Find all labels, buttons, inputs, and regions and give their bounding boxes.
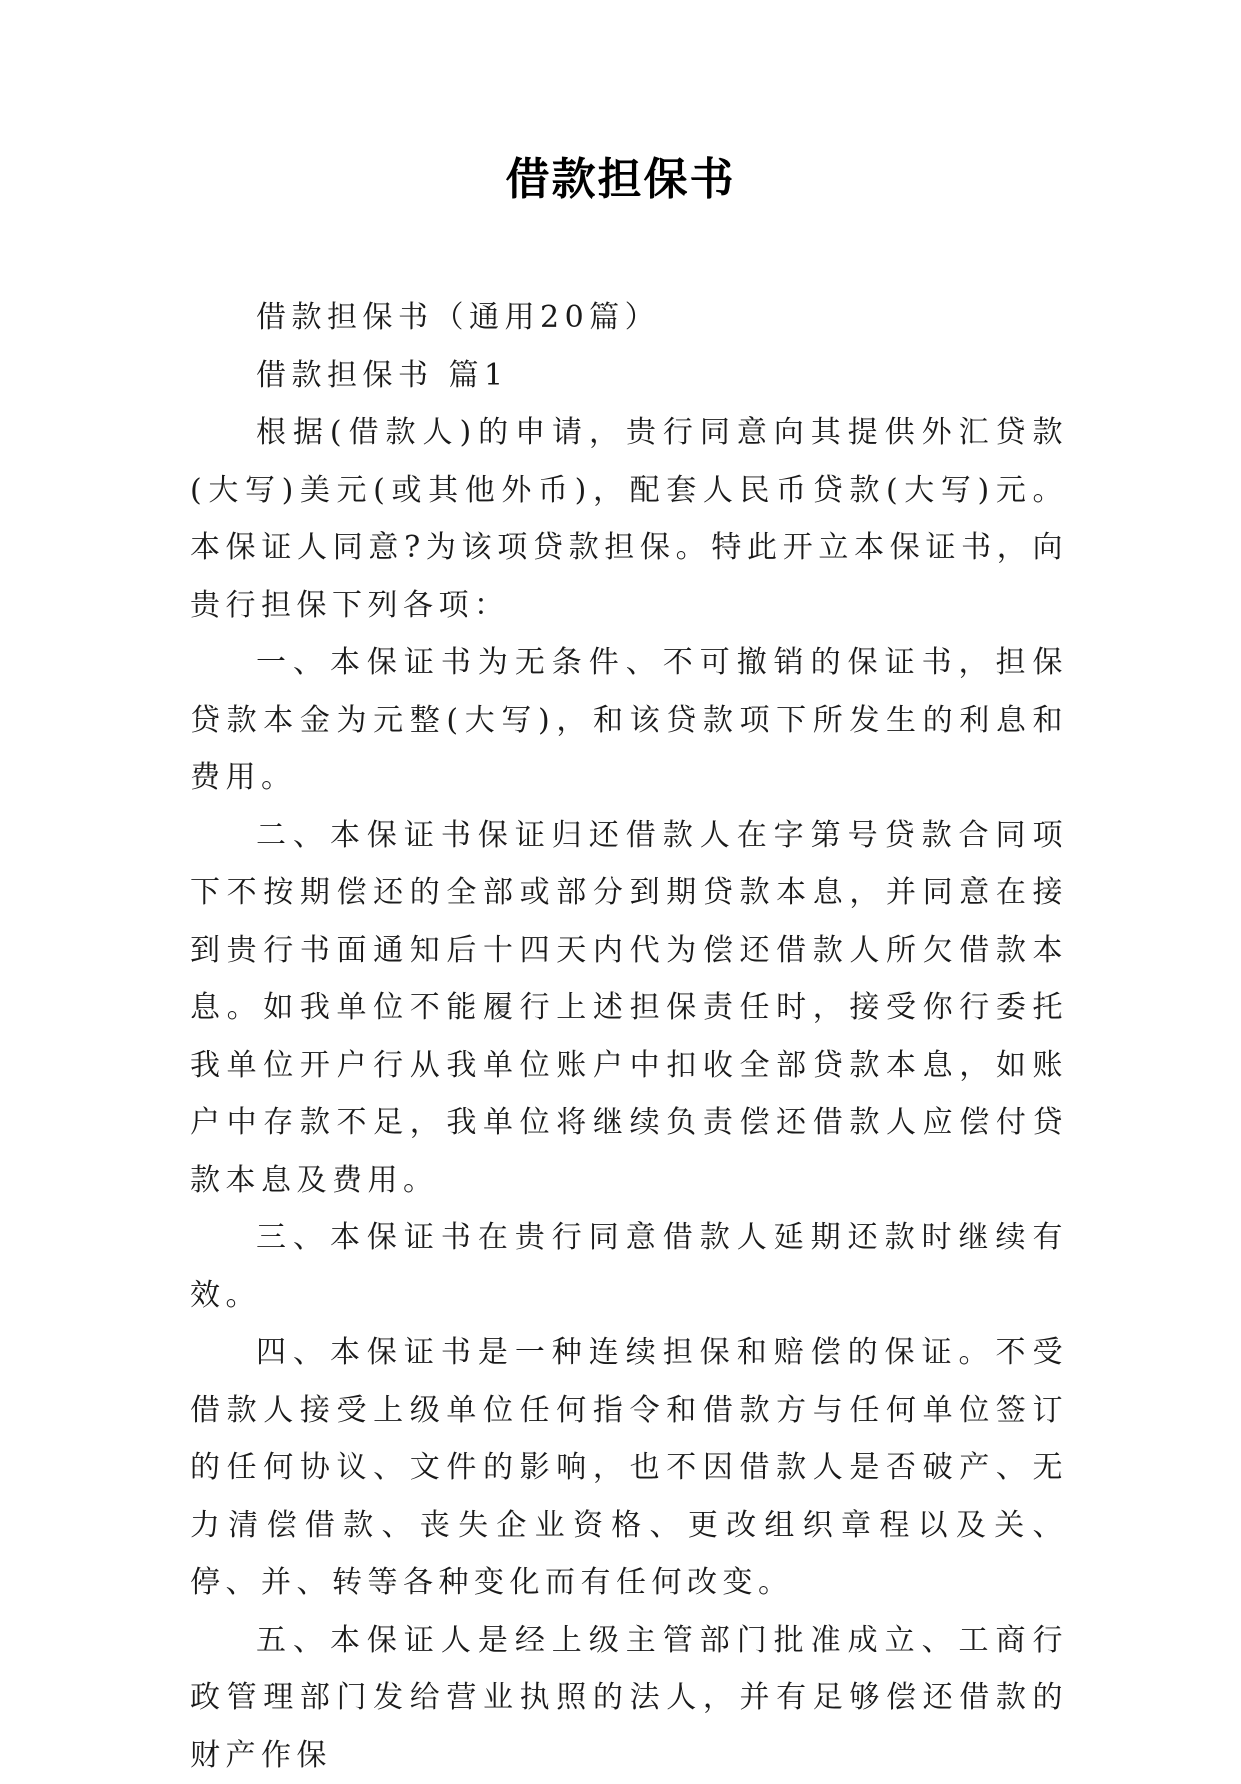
paragraph-clause-4: 四、本保证书是一种连续担保和赔偿的保证。不受借款人接受上级单位任何指令和借款方与任何单位签订的任何协议、文件的影响，也不因借款人是否破产、无力清偿借款、丧失企业资格、更改组织章程以及关、停、并、转等各种变化而有任何改变。 (190, 1324, 1068, 1612)
document-body (190, 289, 1068, 1784)
section-heading: 借款担保书 篇1 (190, 347, 1068, 405)
paragraph-clause-2: 二、本保证书保证归还借款人在字第号贷款合同项下不按期偿还的全部或部分到期贷款本息，并同意在接到贵行书面通知后十四天内代为偿还借款人所欠借款本息。如我单位不能履行上述担保责任时，接受你行委托我单位开户行从我单位账户中扣收全部贷款本息，如账户中存款不足，我单位将继续负责偿还借款人应偿付贷款本息及费用。 (190, 807, 1068, 1210)
paragraph-intro: 根据(借款人)的申请，贵行同意向其提供外汇贷款(大写)美元(或其他外币)，配套人民币贷款(大写)元。本保证人同意?为该项贷款担保。特此开立本保证书，向贵行担保下列各项： (190, 404, 1068, 634)
document-title: 借款担保书 (0, 150, 1241, 210)
document-subtitle: 借款担保书（通用20篇） (190, 289, 1068, 347)
paragraph-clause-5: 五、本保证人是经上级主管部门批准成立、工商行政管理部门发给营业执照的法人，并有足够偿还借款的财产作保 (190, 1612, 1068, 1784)
paragraph-clause-3: 三、本保证书在贵行同意借款人延期还款时继续有效。 (190, 1209, 1068, 1324)
paragraph-clause-1: 一、本保证书为无条件、不可撤销的保证书，担保贷款本金为元整(大写)，和该贷款项下所发生的利息和费用。 (190, 634, 1068, 807)
